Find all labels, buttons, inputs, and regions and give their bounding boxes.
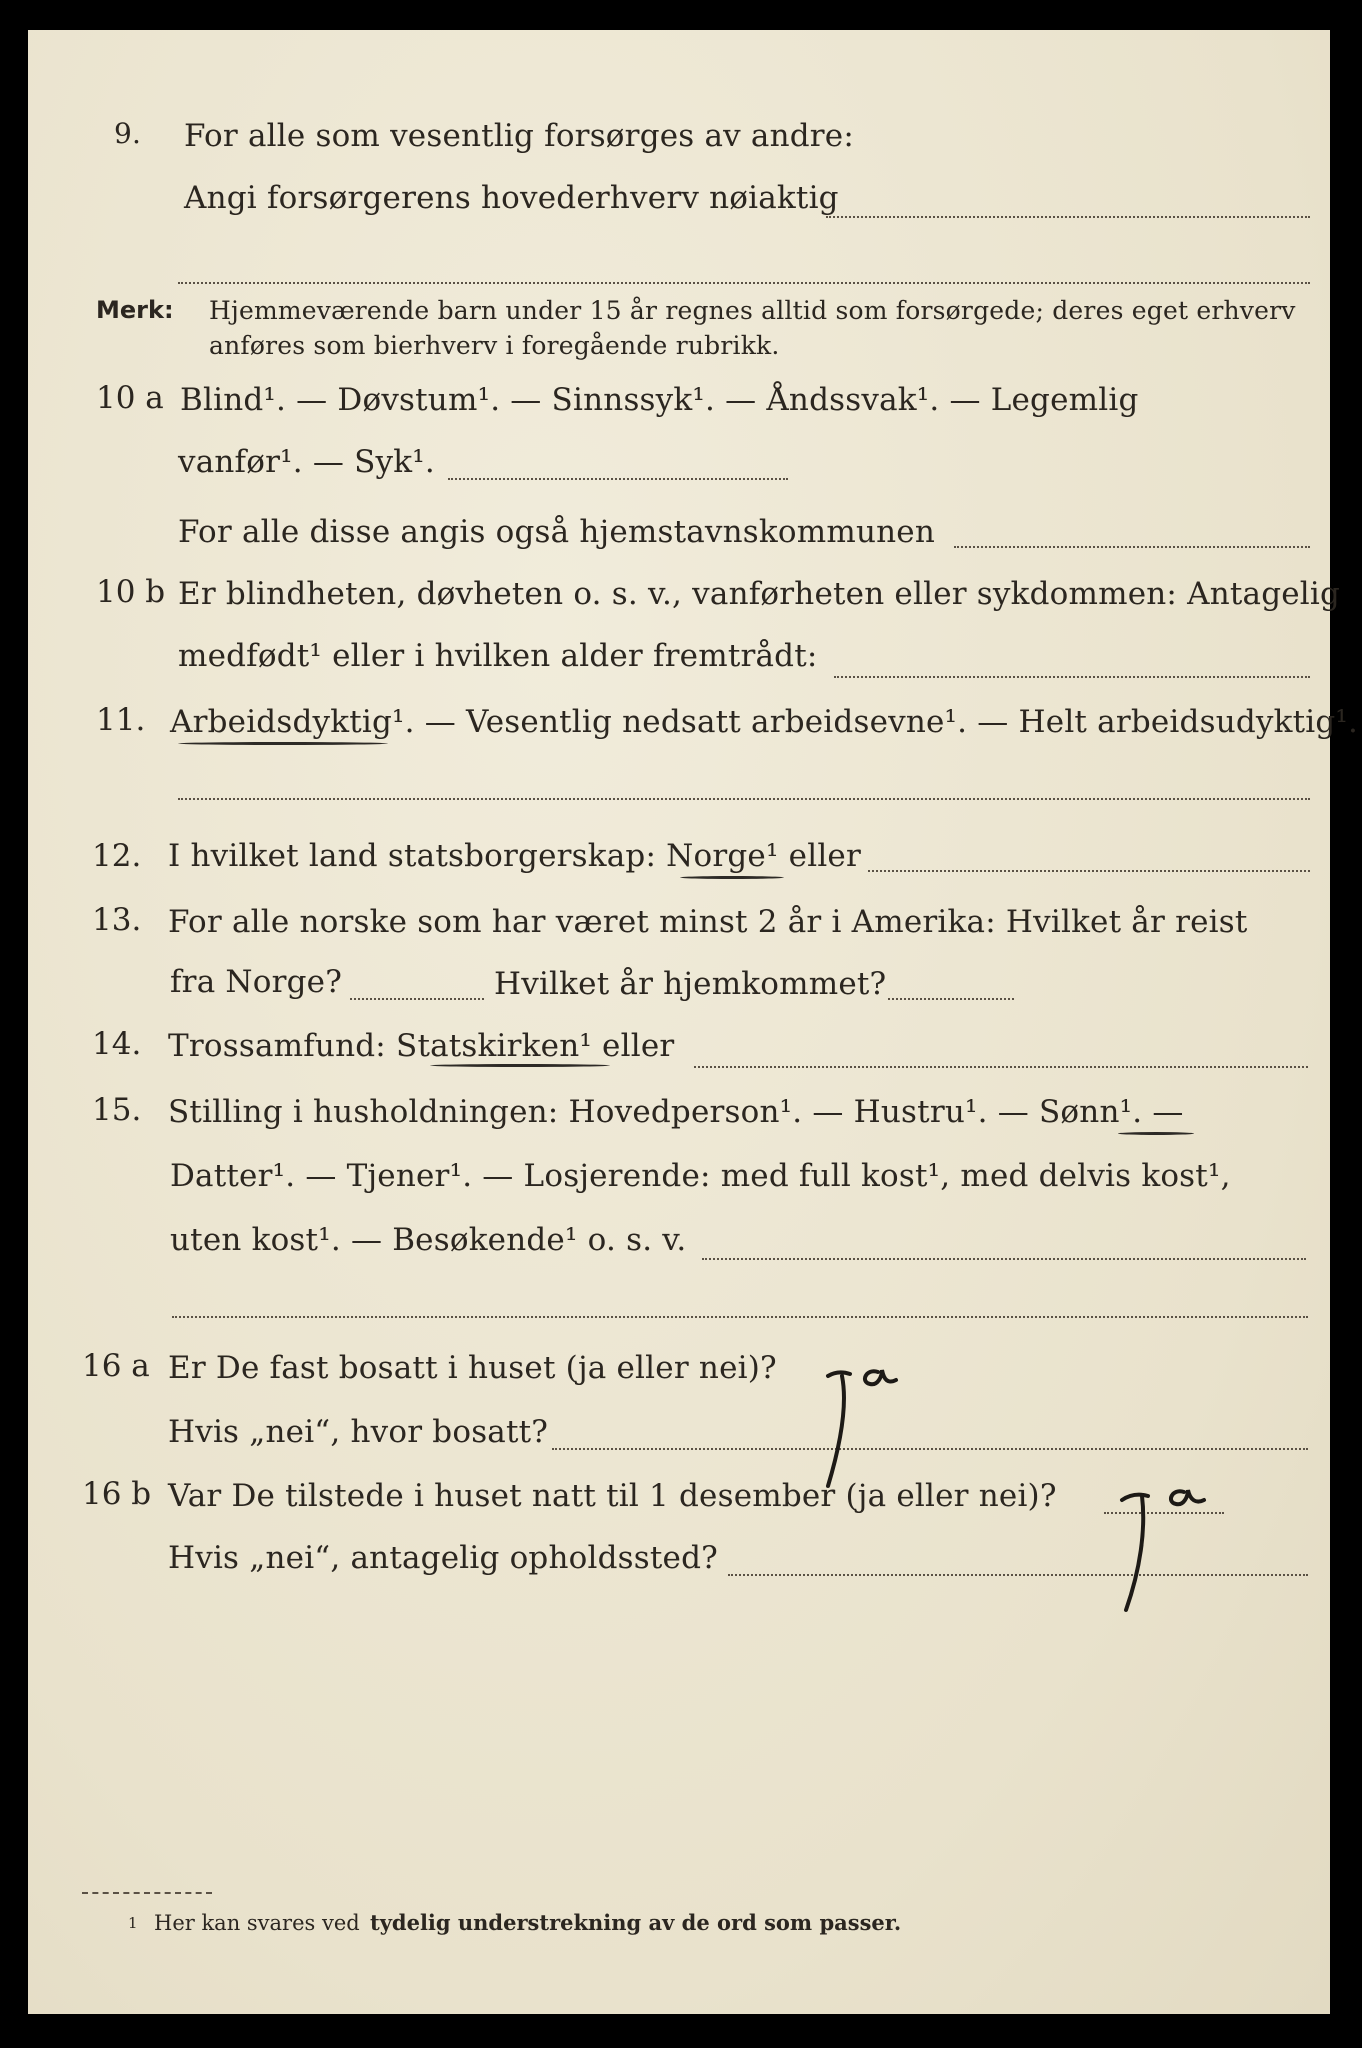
q15-answer-line: [702, 1258, 1306, 1260]
q14-answer-line: [694, 1066, 1308, 1068]
q10a-line1: Blind¹. — Døvstum¹. — Sinnssyk¹. — Åndssvak¹. — Legemlig: [180, 382, 1139, 418]
footnote-rule: [82, 1892, 212, 1894]
q14-underline-statskirken: [430, 1064, 610, 1067]
q16a-number: 16 a: [82, 1348, 150, 1384]
q15-line1: Stilling i husholdningen: Hovedperson¹. — Hustru¹. — Sønn¹. —: [168, 1094, 1184, 1130]
footnote-text-a: Her kan svares ved: [154, 1911, 360, 1935]
footnote-text-b: tydelig understrekning av de ord som passer.: [370, 1910, 902, 1935]
q16b-line2: Hvis „nei“, antagelig opholdssted?: [168, 1540, 718, 1576]
q16a-line1: Er De fast bosatt i huset (ja eller nei)?: [168, 1350, 777, 1386]
q10b-line1: Er blindheten, døvheten o. s. v., vanførheten eller sykdommen: Antagelig: [178, 576, 1341, 612]
q10a-hometown-line: [954, 546, 1310, 548]
q16b-answer-line-2: [728, 1574, 1308, 1576]
q11-line1: Arbeidsdyktig¹. — Vesentlig nedsatt arbeidsevne¹. — Helt arbeidsudyktig¹.: [170, 704, 1359, 740]
q13-number: 13.: [92, 902, 142, 938]
q16a-answer-line: [552, 1448, 1308, 1450]
q10a-number: 10 a: [96, 380, 164, 416]
q13-line2b: Hvilket år hjemkommet?: [494, 966, 887, 1002]
q9-answer-line-2: [178, 282, 1310, 284]
merk-label: Merk:: [96, 296, 174, 324]
merk-line2: anføres som bierhverv i foregående rubrikk.: [209, 331, 780, 360]
q9-line1: For alle som vesentlig forsørges av andre:: [184, 118, 854, 154]
q15-number: 15.: [92, 1092, 142, 1128]
q12-line1: I hvilket land statsborgerskap: Norge¹ eller: [168, 838, 861, 874]
q10a-line3: For alle disse angis også hjemstavnskommunen: [178, 514, 935, 550]
q11-answer-line: [178, 798, 1310, 800]
footnote-marker: 1: [128, 1914, 138, 1932]
q15-answer-line-2: [172, 1316, 1308, 1318]
q15-underline-sonn: [1118, 1132, 1194, 1135]
q12-number: 12.: [92, 838, 142, 874]
q10b-line2: medfødt¹ eller i hvilken alder fremtrådt:: [178, 638, 818, 674]
q12-answer-line: [868, 870, 1310, 872]
census-form-page: [28, 30, 1359, 2014]
q11-underline-arbeidsdyktig: [178, 742, 388, 745]
q10a-answer-line: [448, 478, 788, 480]
q12-underline-norge: [680, 876, 784, 879]
q10a-line2: vanfør¹. — Syk¹.: [178, 444, 435, 480]
q9-line2: Angi forsørgerens hovederhverv nøiaktig: [184, 180, 839, 216]
q16b-line1: Var De tilstede i huset natt til 1 desember (ja eller nei)?: [168, 1478, 1057, 1514]
q16a-line2: Hvis „nei“, hvor bosatt?: [168, 1414, 549, 1450]
q13-return-line: [888, 998, 1014, 1000]
q15-line3: uten kost¹. — Besøkende¹ o. s. v.: [170, 1222, 687, 1258]
q13-departure-line: [350, 998, 484, 1000]
merk-line1: Hjemmeværende barn under 15 år regnes alltid som forsørgede; deres eget erhverv: [209, 296, 1296, 325]
q16b-handwritten-answer: [1088, 1470, 1218, 1620]
q14-number: 14.: [92, 1026, 142, 1062]
q10b-number: 10 b: [96, 574, 166, 610]
q16b-number: 16 b: [82, 1476, 152, 1512]
q9-answer-line: [826, 216, 1310, 218]
q15-line2: Datter¹. — Tjener¹. — Losjerende: med full kost¹, med delvis kost¹,: [170, 1158, 1231, 1194]
q13-line1: For alle norske som har været minst 2 år i Amerika: Hvilket år reist: [168, 904, 1248, 940]
q11-number: 11.: [96, 702, 146, 738]
q13-line2a: fra Norge?: [170, 964, 343, 1000]
q10b-answer-line: [834, 676, 1310, 678]
q14-line1: Trossamfund: Statskirken¹ eller: [168, 1028, 675, 1064]
q16a-handwritten-answer: [798, 1346, 908, 1496]
q9-number: 9.: [114, 117, 142, 150]
